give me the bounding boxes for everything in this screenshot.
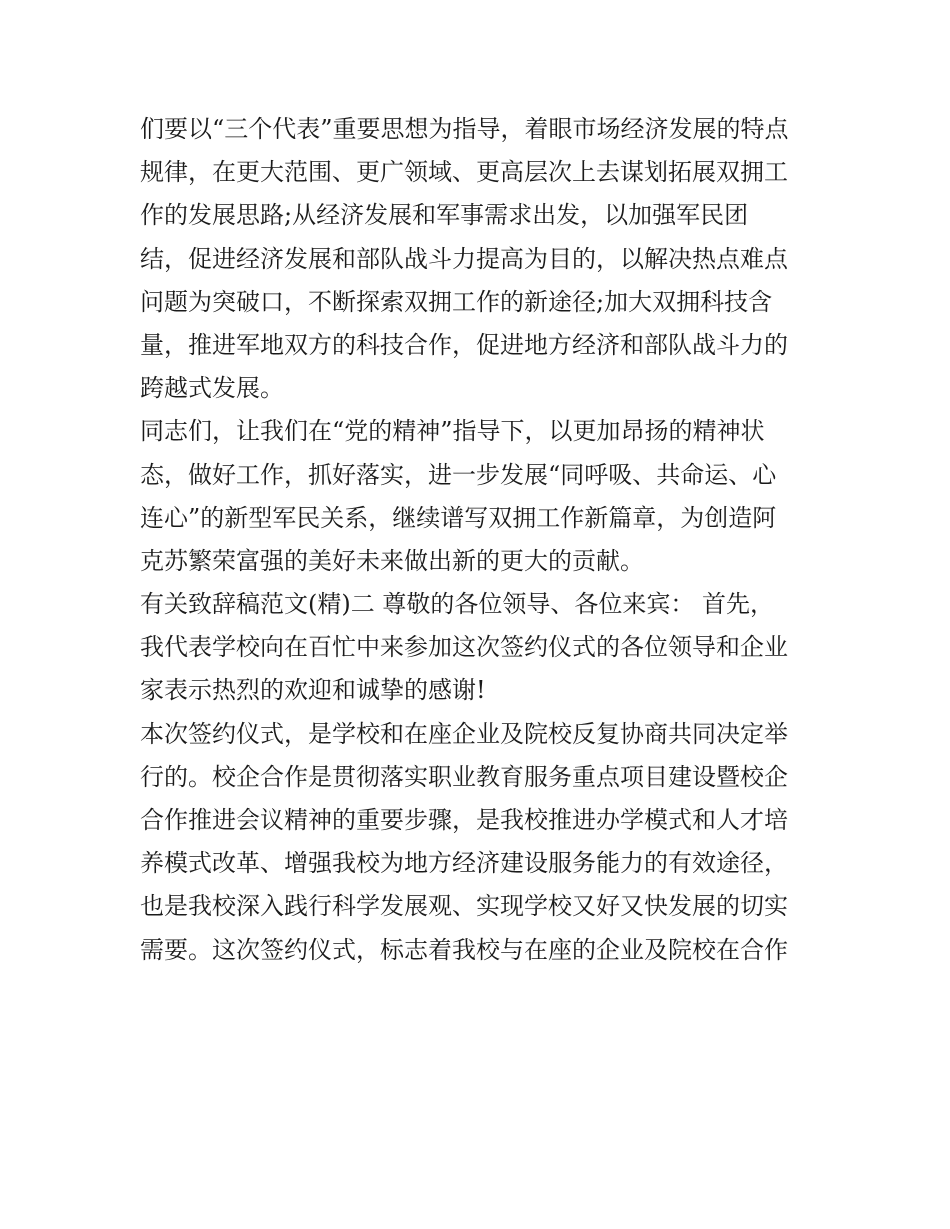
- text-line: 跨越式发展。: [140, 374, 284, 403]
- text-line: 合作推进会议精神的重要步骤，是我校推进办学模式和人才培: [140, 806, 788, 834]
- text-line: 需要。这次签约仪式，标志着我校与在座的企业及院校在合作: [140, 935, 788, 964]
- text-line: 克苏繁荣富强的美好未来做出新的更大的贡献。: [140, 546, 644, 575]
- text-line: 量，推进军地双方的科技合作，促进地方经济和部队战斗力的: [140, 330, 788, 359]
- text-line: 作的发展思路;从经济发展和军事需求出发，以加强军民团: [140, 201, 749, 230]
- text-line: 我代表学校向在百忙中来参加这次签约仪式的各位领导和企业: [140, 633, 788, 662]
- text-line: 连心”的新型军民关系，继续谱写双拥工作新篇章，为创造阿: [140, 503, 777, 532]
- text-line: 养模式改革、增强我校为地方经济建设服务能力的有效途径，: [140, 849, 788, 878]
- text-line: 问题为突破口，不断探索双拥工作的新途径;加大双拥科技含: [140, 287, 773, 316]
- text-line: 们要以“三个代表”重要思想为指导，着眼市场经济发展的特点: [140, 115, 789, 143]
- text-line: 家表示热烈的欢迎和诚挚的感谢!: [140, 676, 486, 705]
- text-line: 态，做好工作，抓好落实，进一步发展“同呼吸、共命运、心: [140, 460, 777, 489]
- text-line: 行的。校企合作是贯彻落实职业教育服务重点项目建设暨校企: [140, 762, 788, 791]
- text-line: 同志们，让我们在“党的精神”指导下，以更加昂扬的精神状: [140, 417, 765, 446]
- body-text: [140, 108, 820, 972]
- text-line: 规律，在更大范围、更广领域、更高层次上去谋划拓展双拥工: [140, 158, 788, 187]
- text-line: 结，促进经济发展和部队战斗力提高为目的，以解决热点难点: [140, 244, 788, 273]
- text-line: 本次签约仪式，是学校和在座企业及院校反复协商共同决定举: [140, 719, 788, 748]
- text-line: 有关致辞稿范文(精)二 尊敬的各位领导、各位来宾： 首先，: [140, 590, 774, 619]
- text-line: 也是我校深入践行科学发展观、实现学校又好又快发展的切实: [140, 892, 788, 921]
